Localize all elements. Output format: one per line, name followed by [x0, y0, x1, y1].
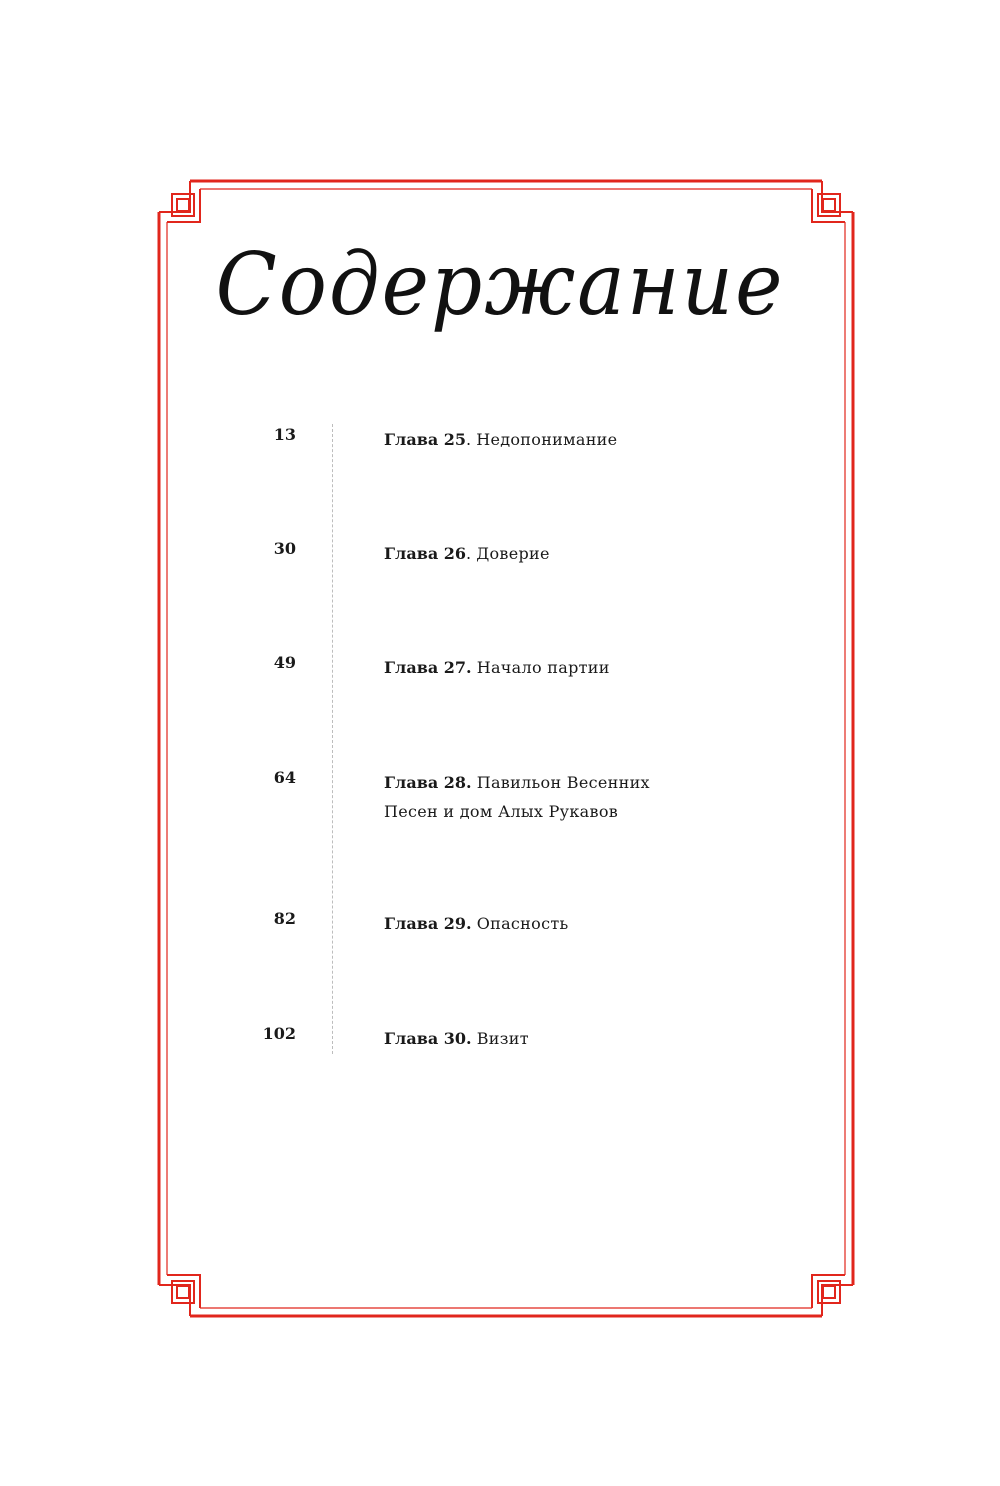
toc-chapter-label: Глава 30.	[384, 1029, 472, 1048]
toc-entry-text	[384, 768, 704, 826]
toc-chapter-name: Визит	[476, 1029, 529, 1048]
frame-inner-border	[167, 189, 845, 1308]
toc-chapter-label: Глава 25	[384, 430, 467, 449]
toc-chapter-name: Начало партии	[476, 658, 610, 677]
toc-page-number: 82	[273, 909, 296, 928]
toc-page-number: 49	[273, 653, 296, 672]
toc-entry-text	[384, 425, 764, 454]
toc-entry-text	[384, 653, 764, 682]
toc-chapter-label: Глава 26	[384, 544, 467, 563]
frame-outer-border	[159, 181, 853, 1316]
toc-page-number: 102	[262, 1024, 296, 1043]
toc-separator: .	[466, 430, 477, 449]
toc-chapter-name: Павильон Весенних Песен и дом Алых Рукавов	[384, 773, 650, 821]
toc-chapter-label: Глава 29.	[384, 914, 472, 933]
toc-page-number: 30	[273, 539, 296, 558]
corner-ornament-top-right	[812, 181, 853, 222]
toc-divider	[332, 424, 333, 1054]
toc-chapter-label: Глава 27.	[384, 658, 472, 677]
toc-separator: .	[466, 544, 477, 563]
toc-chapter-name: Опасность	[476, 914, 569, 933]
toc-chapter-label: Глава 28.	[384, 773, 472, 792]
toc-page-number: 13	[273, 425, 296, 444]
toc-chapter-name: Недопонимание	[476, 430, 618, 449]
corner-ornament-bottom-right	[812, 1275, 853, 1316]
corner-ornament-top-left	[159, 181, 200, 222]
toc-entry-text	[384, 1024, 764, 1053]
toc-page-number: 64	[273, 768, 296, 787]
toc-entry-text	[384, 539, 764, 568]
toc-chapter-name: Доверие	[476, 544, 550, 563]
corner-ornament-bottom-left	[159, 1275, 200, 1316]
page-title: Содержание	[215, 234, 785, 335]
toc-entry-text	[384, 909, 764, 938]
